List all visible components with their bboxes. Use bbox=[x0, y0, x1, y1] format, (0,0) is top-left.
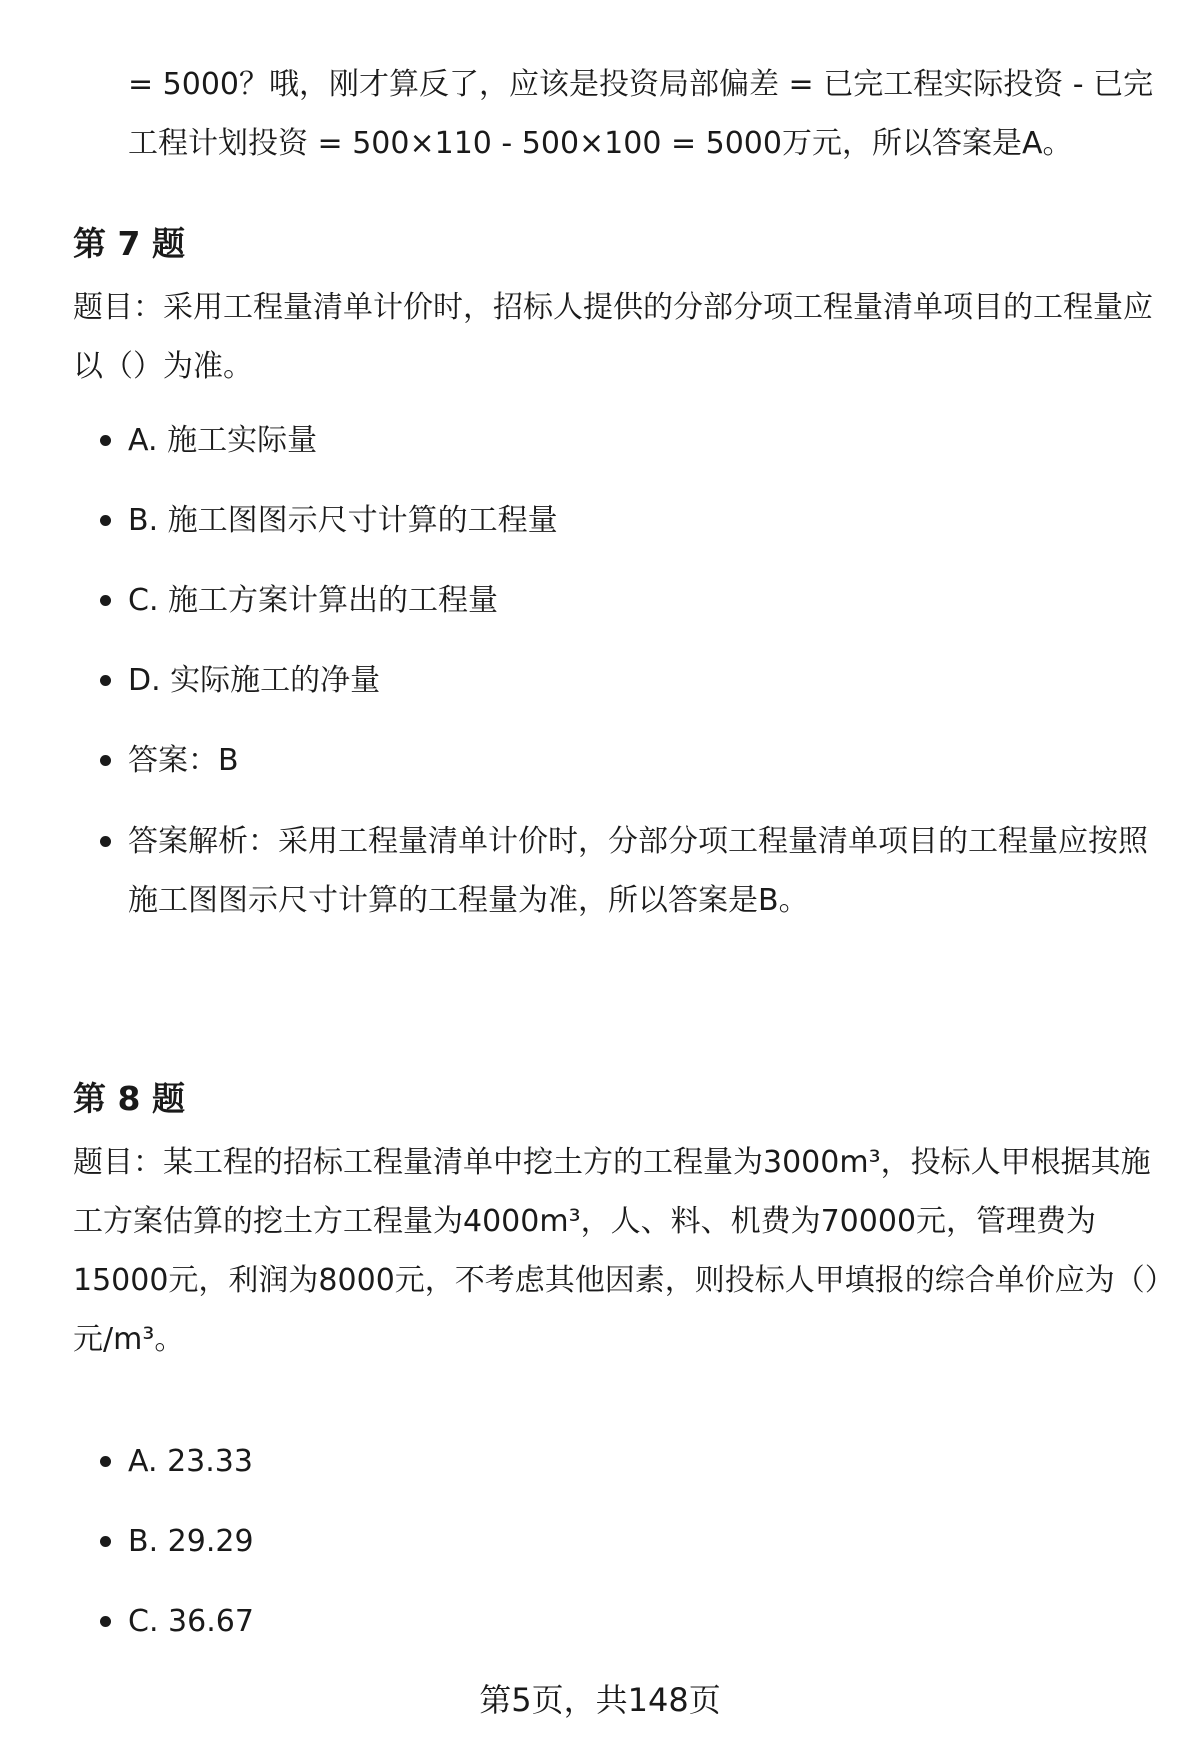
bullet-icon bbox=[100, 595, 111, 606]
question-8-option-c bbox=[128, 1592, 1158, 1651]
option-label: C. 施工方案计算出的工程量 bbox=[128, 583, 499, 618]
bullet-icon bbox=[100, 435, 111, 446]
question-7-option-a bbox=[128, 411, 1158, 470]
bullet-icon bbox=[100, 675, 111, 686]
bullet-icon bbox=[100, 1536, 111, 1547]
bullet-icon bbox=[100, 1456, 111, 1467]
bullet-icon bbox=[100, 515, 111, 526]
previous-explanation-continuation: = 5000？哦，刚才算反了，应该是投资局部偏差 = 已完工程实际投资 - 已完工程计划投资 = 500×110 - 500×100 = 5000万元，所以答案是A。 bbox=[128, 67, 1154, 161]
option-label: D. 实际施工的净量 bbox=[128, 663, 381, 698]
explanation-text: 答案解析：采用工程量清单计价时，分部分项工程量清单项目的工程量应按照施工图图示尺寸计算的工程量为准，所以答案是B。 bbox=[128, 824, 1148, 918]
question-7-text: 题目：采用工程量清单计价时，招标人提供的分部分项工程量清单项目的工程量应以（）为准。 bbox=[73, 290, 1153, 384]
question-7-heading: 第 7 题 bbox=[73, 224, 185, 263]
option-label: A. 施工实际量 bbox=[128, 423, 318, 458]
bullet-icon bbox=[100, 1616, 111, 1627]
option-label: B. 29.29 bbox=[128, 1524, 254, 1559]
bullet-icon bbox=[100, 836, 111, 847]
question-7-option-c bbox=[128, 571, 1158, 630]
question-7-option-b bbox=[128, 491, 1158, 550]
option-label: A. 23.33 bbox=[128, 1444, 253, 1479]
page-number-footer: 第5页，共148页 bbox=[479, 1681, 721, 1719]
question-8-option-a bbox=[128, 1432, 1158, 1491]
answer-label: 答案：B bbox=[128, 743, 239, 778]
option-label: B. 施工图图示尺寸计算的工程量 bbox=[128, 503, 558, 538]
question-7-answer bbox=[128, 731, 1158, 790]
question-8-text: 题目：某工程的招标工程量清单中挖土方的工程量为3000m³，投标人甲根据其施工方案估算的挖土方工程量为4000m³，人、料、机费为70000元，管理费为15000元，利润为8000元，不考虑其他因素，则投标人甲填报的综合单价应为（）元/m³。 bbox=[73, 1145, 1160, 1357]
option-label: C. 36.67 bbox=[128, 1604, 254, 1639]
question-8-heading: 第 8 题 bbox=[73, 1079, 185, 1118]
bullet-icon bbox=[100, 755, 111, 766]
question-7-explanation bbox=[128, 812, 1158, 930]
question-8-option-b bbox=[128, 1512, 1158, 1571]
question-7-option-d bbox=[128, 651, 1158, 710]
